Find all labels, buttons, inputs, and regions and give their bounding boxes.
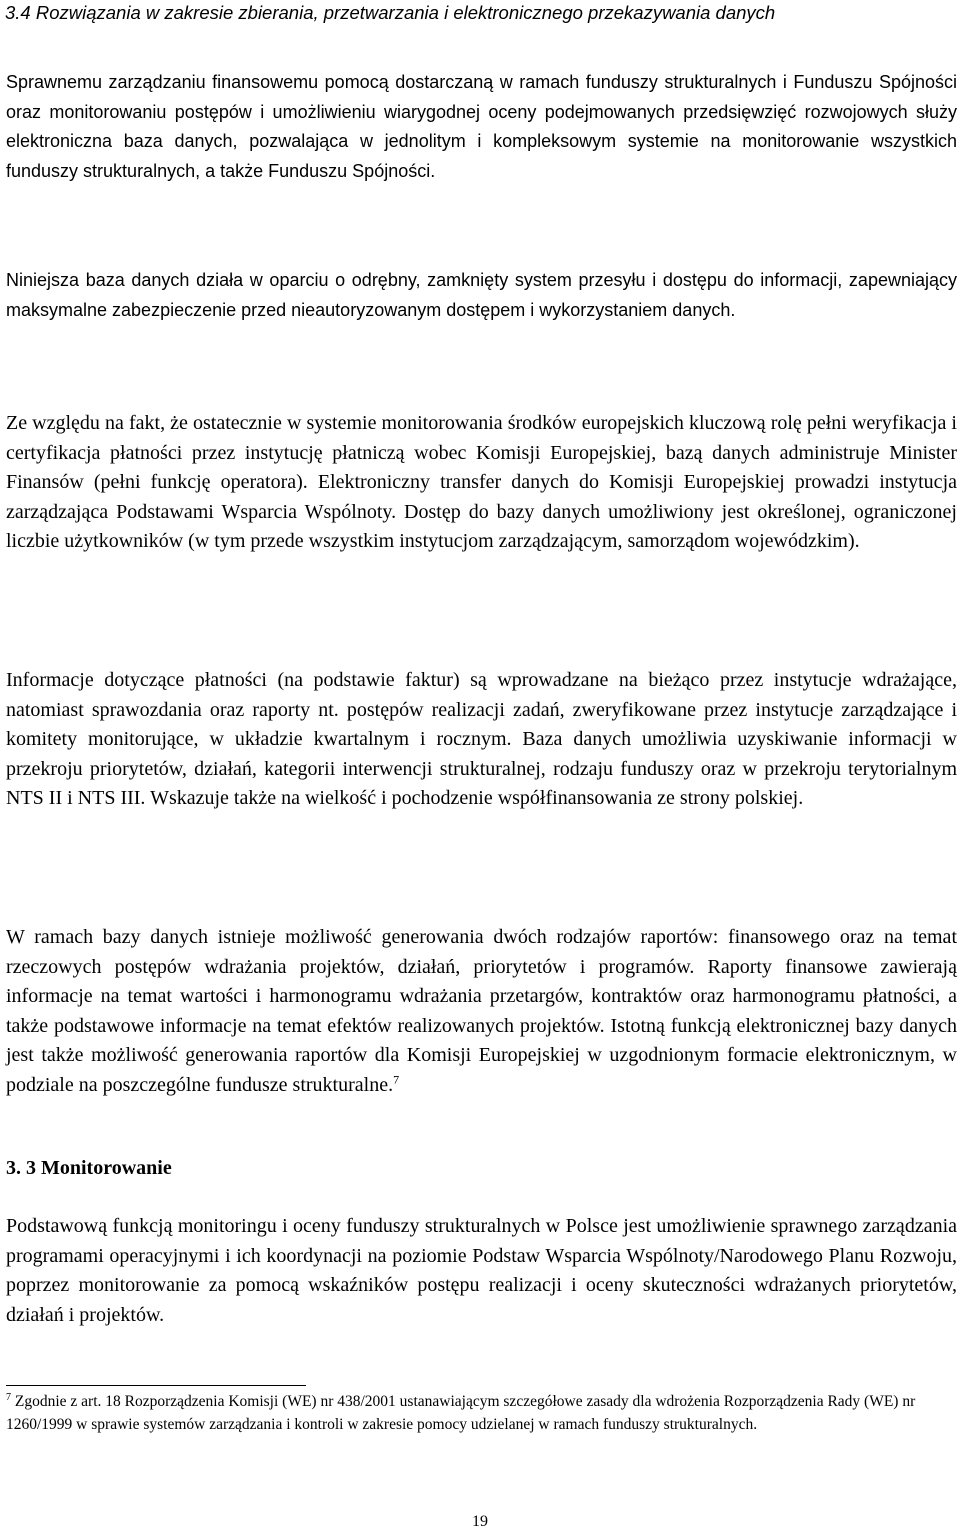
page-number: 19 — [472, 1513, 488, 1530]
footnote-divider — [6, 1385, 306, 1386]
paragraph-database-purpose: Sprawnemu zarządzaniu finansowemu pomocą dostarczaną w ramach funduszy strukturalnych i Funduszu Spójności oraz monitorowaniu postępów i umożliwieniu wiarygodnej oceny podejmowanych przedsięwzięć rozwojowych służy elektroniczna baza danych, pozwalająca w jednolitym i kompleksowym systemie na monitorowanie wszystkich funduszy strukturalnych, a także Funduszu Spójności. — [6, 72, 957, 181]
paragraph-monitoring: Podstawową funkcją monitoringu i oceny funduszy strukturalnych w Polsce jest umożliwienie sprawnego zarządzania programami operacyjnymi i ich koordynacji na poziomie Podstaw Wsparcia Wspólnoty/Narodowego Planu Rozwoju, poprzez monitorowanie za pomocą wskaźników postępu realizacji i oceny skuteczności wdrażanych priorytetów, działań i projektów. — [6, 1215, 957, 1326]
paragraph-reports — [6, 923, 957, 1100]
footnote-reference: 7 — [393, 1071, 400, 1086]
footnote-number: 7 — [6, 1391, 11, 1403]
footnote-text: Zgodnie z art. 18 Rozporządzenia Komisji (WE) nr 438/2001 ustanawiającym szczegółowe zasady dla wdrożenia Rozporządzenia Rady (WE) nr 1260/1999 w sprawie systemów zarządzania i kontroli w zakresie pomocy udzielanej w ramach funduszy strukturalnych. — [6, 1393, 916, 1433]
paragraph-administration: Ze względu na fakt, że ostatecznie w systemie monitorowania środków europejskich kluczową rolę pełni weryfikacja i certyfikacja płatności przez instytucję płatniczą wobec Komisji Europejskiej, bazą danych administruje Minister Finansów (pełni funkcję operatora). Elektroniczny transfer danych do Komisji Europejskiej prowadzi instytucja zarządzająca Podstawami Wsparcia Wspólnoty. Dostęp do bazy danych umożliwiony jest określonej, ograniczonej liczbie użytkowników (w tym przede wszystkim instytucjom zarządzającym, samorządom wojewódzkim). — [6, 412, 957, 552]
subsection-heading: 3. 3 Monitorowanie — [6, 1157, 172, 1179]
section-heading: 3.4 Rozwiązania w zakresie zbierania, przetwarzania i elektronicznego przekazywania danych — [5, 2, 776, 23]
paragraph-payment-info: Informacje dotyczące płatności (na podstawie faktur) są wprowadzane na bieżąco przez instytucje wdrażające, natomiast sprawozdania oraz raporty nt. postępów realizacji zadań, zweryfikowane przez instytucje zarządzające i komitety monitorujące, w układzie kwartalnym i rocznym. Baza danych umożliwia uzyskiwanie informacji w przekroju priorytetów, działań, kategorii interwencji strukturalnej, rodzaju funduszy oraz w przekroju terytorialnym NTS II i NTS III. Wskazuje także na wielkość i pochodzenie współfinansowania ze strony polskiej. — [6, 669, 957, 809]
paragraph-security: Niniejsza baza danych działa w oparciu o odrębny, zamknięty system przesyłu i dostępu do informacji, zapewniający maksymalne zabezpieczenie przed nieautoryzowanym dostępem i wykorzystaniem danych. — [6, 270, 957, 320]
footnote — [6, 1390, 946, 1436]
paragraph-reports-text: W ramach bazy danych istnieje możliwość generowania dwóch rodzajów raportów: finansowego oraz na temat rzeczowych postępów wdrażania projektów, działań, priorytetów i programów. Raporty finansowe zawierają informacje na temat wartości i harmonogramu wdrażania przetargów, kontraktów oraz harmonogramu płatności, a także podstawowe informacje na temat efektów realizowanych projektów. Istotną funkcją elektronicznej bazy danych jest także możliwość generowania raportów dla Komisji Europejskiej w uzgodnionym formacie elektronicznym, w podziale na poszczególne fundusze strukturalne. — [6, 926, 957, 1096]
